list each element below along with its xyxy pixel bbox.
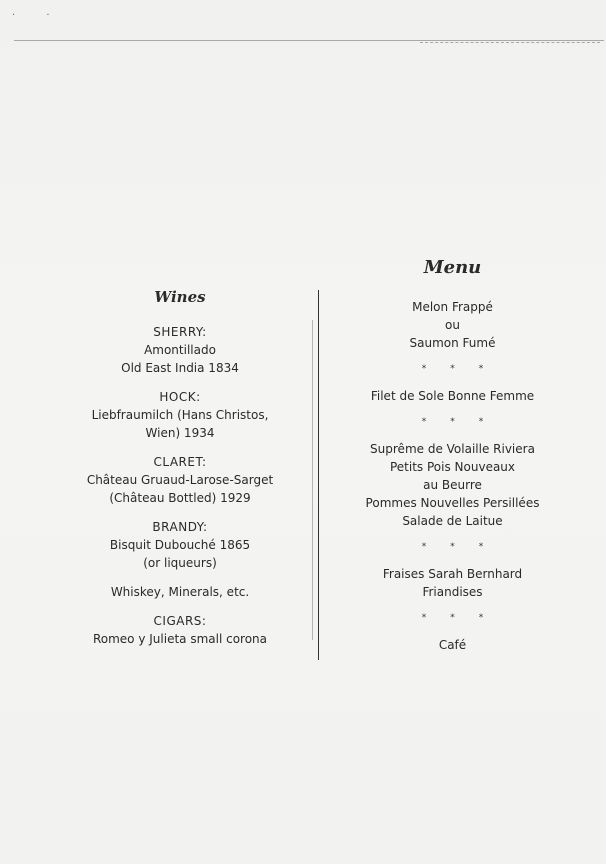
- separator-star-icon: *: [450, 613, 455, 623]
- column-divider: [318, 290, 319, 660]
- separator-star-icon: *: [478, 613, 484, 623]
- top-fold-line: [14, 40, 604, 41]
- course-separator: [360, 609, 545, 627]
- menu-item: Petits Pois Nouveaux: [389, 460, 516, 474]
- menu-column: [360, 256, 545, 654]
- wine-line: (or liqueurs): [143, 556, 217, 570]
- corner-punch-marks: · ·: [12, 10, 64, 21]
- wine-section-sherry: [75, 323, 285, 377]
- wine-label: SHERRY:: [153, 325, 207, 339]
- menu-course-dessert: [360, 565, 545, 601]
- wine-section-cigars: [75, 612, 285, 648]
- menu-item: Salade de Laitue: [402, 514, 503, 528]
- wine-line: Bisquit Dubouché 1865: [109, 538, 251, 552]
- wine-section-claret: [75, 453, 285, 507]
- menu-item: Suprême de Volaille Riviera: [370, 442, 535, 456]
- menu-course-main: [360, 440, 545, 530]
- course-separator: [360, 360, 545, 378]
- menu-course-coffee: [360, 636, 545, 654]
- wine-line: Wien) 1934: [145, 426, 215, 440]
- separator-star-icon: *: [421, 417, 427, 427]
- menu-item: ou: [445, 318, 460, 332]
- menu-heading: Menu: [423, 257, 482, 278]
- separator-star-icon: *: [478, 417, 484, 427]
- separator-star-icon: *: [421, 364, 427, 374]
- separator-star-icon: *: [450, 542, 455, 552]
- menu-item: Fraises Sarah Bernhard: [382, 567, 523, 581]
- separator-star-icon: *: [450, 364, 455, 374]
- wine-label: BRANDY:: [152, 520, 208, 534]
- wine-label: CLARET:: [153, 455, 207, 469]
- top-fold-line-dashed: [420, 42, 600, 43]
- menu-course-fish: [360, 387, 545, 405]
- column-divider-shadow: [312, 320, 313, 640]
- separator-star-icon: *: [450, 417, 455, 427]
- wine-label: CIGARS:: [153, 614, 207, 628]
- course-separator: [360, 413, 545, 431]
- menu-item: Café: [438, 638, 467, 652]
- wine-line: Old East India 1834: [121, 361, 239, 375]
- menu-item: au Beurre: [423, 478, 482, 492]
- wine-section-extras: [75, 583, 285, 601]
- separator-star-icon: *: [421, 613, 427, 623]
- wine-section-brandy: [75, 518, 285, 572]
- wine-line: Whiskey, Minerals, etc.: [110, 585, 250, 599]
- wine-line: Amontillado: [144, 343, 216, 357]
- wine-line: Romeo y Julieta small corona: [92, 632, 268, 646]
- menu-item: Friandises: [422, 585, 483, 599]
- menu-course-starter: [360, 298, 545, 352]
- menu-item: Melon Frappé: [412, 300, 493, 314]
- wine-label: HOCK:: [159, 390, 201, 404]
- wines-column: [75, 287, 285, 659]
- course-separator: [360, 538, 545, 556]
- menu-item: Pommes Nouvelles Persillées: [365, 496, 540, 510]
- separator-star-icon: *: [478, 364, 484, 374]
- separator-star-icon: *: [421, 542, 427, 552]
- separator-star-icon: *: [478, 542, 484, 552]
- wine-section-hock: [75, 388, 285, 442]
- wine-line: Liebfraumilch (Hans Christos,: [91, 408, 269, 422]
- menu-item: Saumon Fumé: [409, 336, 496, 350]
- wine-line: (Château Bottled) 1929: [109, 491, 251, 505]
- menu-item: Filet de Sole Bonne Femme: [370, 389, 535, 403]
- wine-line: Château Gruaud-Larose-Sarget: [86, 473, 274, 487]
- wines-heading: Wines: [154, 288, 206, 306]
